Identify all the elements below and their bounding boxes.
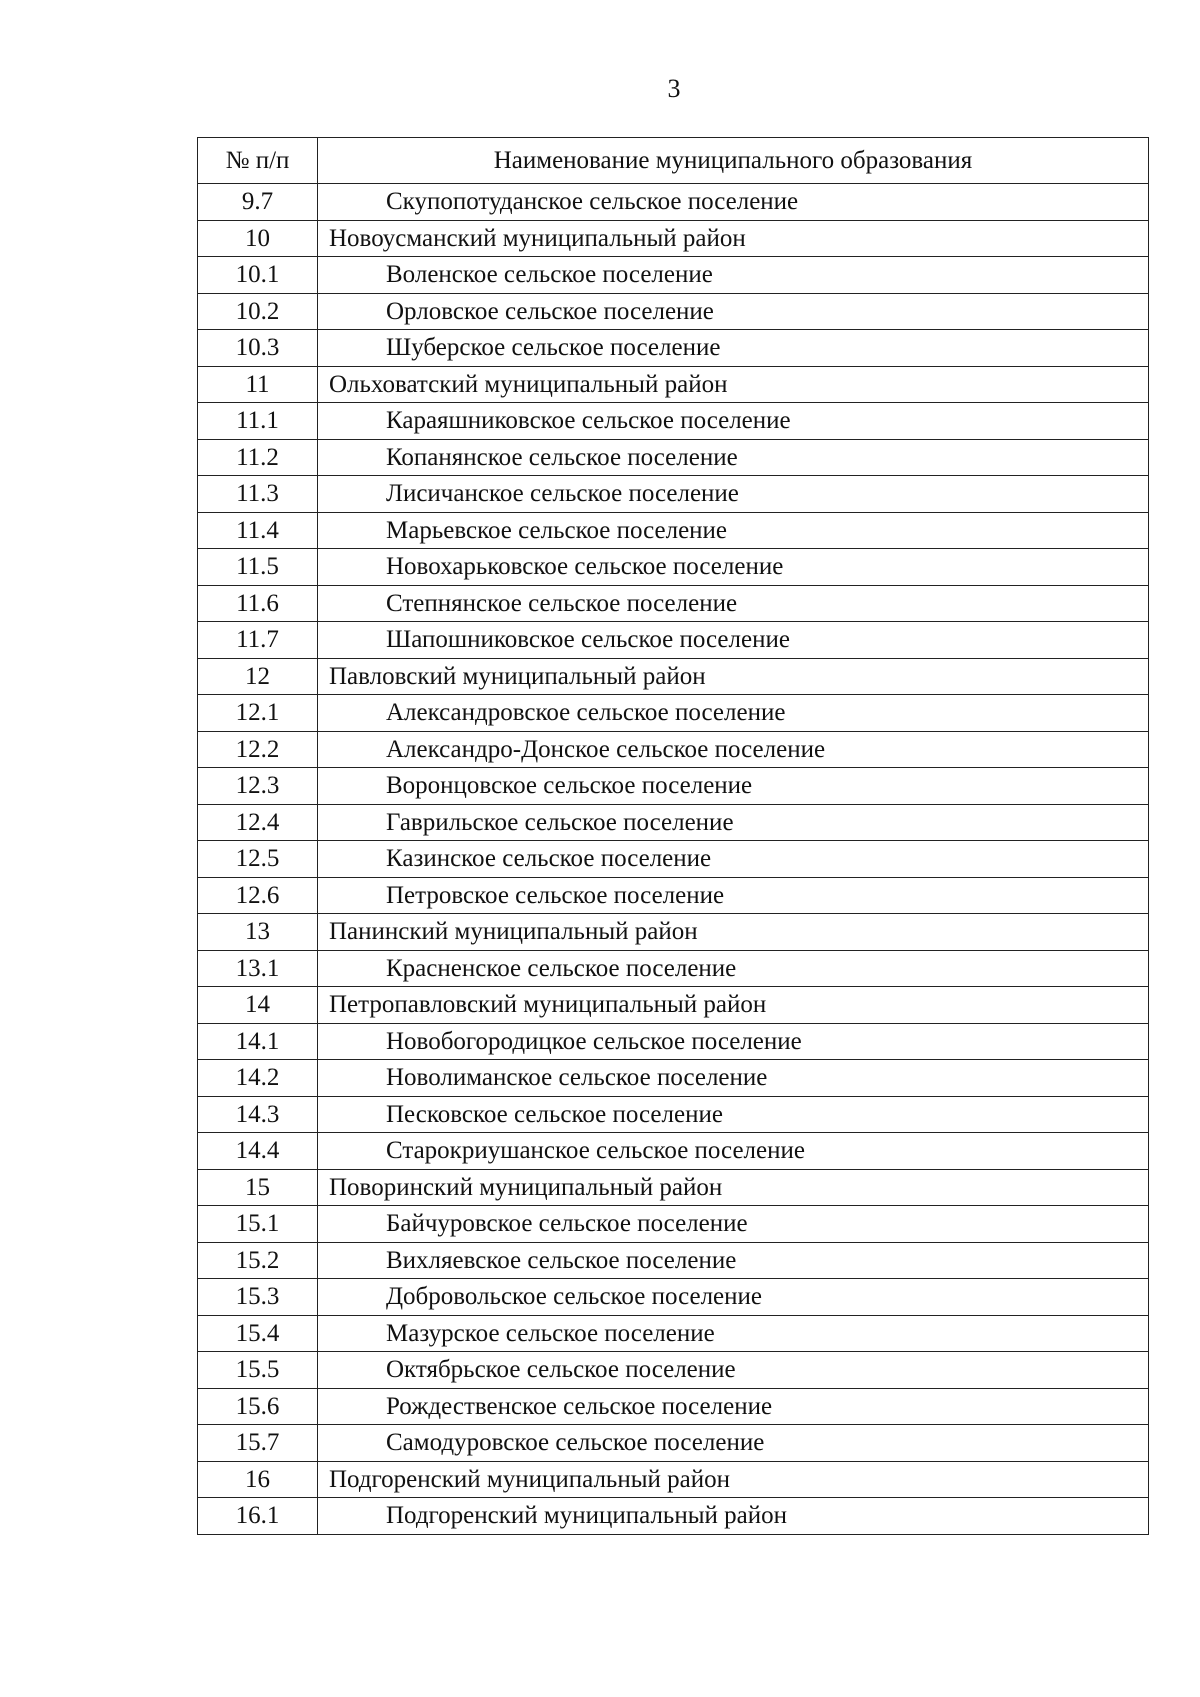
table-row	[198, 987, 1149, 1024]
row-number: 9.7	[198, 184, 318, 221]
row-number: 12.2	[198, 731, 318, 768]
table-row	[198, 585, 1149, 622]
table-row	[198, 1315, 1149, 1352]
row-number: 15.3	[198, 1279, 318, 1316]
table-row	[198, 622, 1149, 659]
row-number: 13.1	[198, 950, 318, 987]
table-row	[198, 1388, 1149, 1425]
row-number: 11.2	[198, 439, 318, 476]
district-name: Новоусманский муниципальный район	[318, 220, 1149, 257]
settlement-name: Вихляевское сельское поселение	[318, 1242, 1149, 1279]
row-number: 14.2	[198, 1060, 318, 1097]
row-number: 12.5	[198, 841, 318, 878]
district-name: Павловский муниципальный район	[318, 658, 1149, 695]
row-number: 16.1	[198, 1498, 318, 1535]
settlement-name: Самодуровское сельское поселение	[318, 1425, 1149, 1462]
settlement-name: Байчуровское сельское поселение	[318, 1206, 1149, 1243]
table-row	[198, 184, 1149, 221]
settlement-name: Скупопотуданское сельское поселение	[318, 184, 1149, 221]
page-number: 3	[667, 74, 681, 103]
table-row	[198, 1206, 1149, 1243]
settlement-name: Новохарьковское сельское поселение	[318, 549, 1149, 586]
settlement-name: Октябрьское сельское поселение	[318, 1352, 1149, 1389]
settlement-name: Воронцовское сельское поселение	[318, 768, 1149, 805]
settlement-name: Новолиманское сельское поселение	[318, 1060, 1149, 1097]
table-row	[198, 841, 1149, 878]
settlement-name: Добровольское сельское поселение	[318, 1279, 1149, 1316]
column-header-number: № п/п	[198, 138, 318, 184]
municipalities-table	[197, 137, 1149, 1535]
table-body	[198, 184, 1149, 1535]
table-row	[198, 1096, 1149, 1133]
row-number: 10.3	[198, 330, 318, 367]
table-row	[198, 330, 1149, 367]
row-number: 15.1	[198, 1206, 318, 1243]
table-row	[198, 804, 1149, 841]
district-name: Поворинский муниципальный район	[318, 1169, 1149, 1206]
table-row	[198, 1023, 1149, 1060]
table-row	[198, 914, 1149, 951]
settlement-name: Лисичанское сельское поселение	[318, 476, 1149, 513]
row-number: 12.1	[198, 695, 318, 732]
row-number: 10.2	[198, 293, 318, 330]
table-row	[198, 950, 1149, 987]
settlement-name: Петровское сельское поселение	[318, 877, 1149, 914]
settlement-name: Александровское сельское поселение	[318, 695, 1149, 732]
settlement-name: Гаврильское сельское поселение	[318, 804, 1149, 841]
settlement-name: Копанянское сельское поселение	[318, 439, 1149, 476]
table-row	[198, 1279, 1149, 1316]
settlement-name: Рождественское сельское поселение	[318, 1388, 1149, 1425]
settlement-name: Старокриушанское сельское поселение	[318, 1133, 1149, 1170]
settlement-name: Мазурское сельское поселение	[318, 1315, 1149, 1352]
table-row	[198, 877, 1149, 914]
table-row	[198, 1169, 1149, 1206]
table-row	[198, 403, 1149, 440]
settlement-name: Новобогородицкое сельское поселение	[318, 1023, 1149, 1060]
row-number: 15.7	[198, 1425, 318, 1462]
row-number: 15.5	[198, 1352, 318, 1389]
table-header-row	[198, 138, 1149, 184]
table-row	[198, 1242, 1149, 1279]
table-row	[198, 512, 1149, 549]
table-row	[198, 1352, 1149, 1389]
table-row	[198, 768, 1149, 805]
settlement-name: Песковское сельское поселение	[318, 1096, 1149, 1133]
row-number: 14.3	[198, 1096, 318, 1133]
row-number: 14.4	[198, 1133, 318, 1170]
row-number: 10.1	[198, 257, 318, 294]
row-number: 13	[198, 914, 318, 951]
row-number: 15.6	[198, 1388, 318, 1425]
table-row	[198, 658, 1149, 695]
settlement-name: Александро-Донское сельское поселение	[318, 731, 1149, 768]
district-name: Подгоренский муниципальный район	[318, 1461, 1149, 1498]
settlement-name: Подгоренский муниципальный район	[318, 1498, 1149, 1535]
settlement-name: Степнянское сельское поселение	[318, 585, 1149, 622]
settlement-name: Орловское сельское поселение	[318, 293, 1149, 330]
column-header-name: Наименование муниципального образования	[318, 138, 1149, 184]
row-number: 15	[198, 1169, 318, 1206]
row-number: 15.2	[198, 1242, 318, 1279]
table-row	[198, 549, 1149, 586]
table-row	[198, 1461, 1149, 1498]
settlement-name: Казинское сельское поселение	[318, 841, 1149, 878]
row-number: 12.3	[198, 768, 318, 805]
table-row	[198, 1425, 1149, 1462]
table-row	[198, 293, 1149, 330]
row-number: 15.4	[198, 1315, 318, 1352]
table-row	[198, 439, 1149, 476]
settlement-name: Шуберское сельское поселение	[318, 330, 1149, 367]
settlement-name: Воленское сельское поселение	[318, 257, 1149, 294]
table-row	[198, 1060, 1149, 1097]
settlement-name: Караяшниковское сельское поселение	[318, 403, 1149, 440]
table-row	[198, 1498, 1149, 1535]
table-row	[198, 257, 1149, 294]
row-number: 12.6	[198, 877, 318, 914]
row-number: 11.3	[198, 476, 318, 513]
table-row	[198, 476, 1149, 513]
row-number: 14	[198, 987, 318, 1024]
row-number: 11.7	[198, 622, 318, 659]
table-row	[198, 366, 1149, 403]
settlement-name: Шапошниковское сельское поселение	[318, 622, 1149, 659]
row-number: 16	[198, 1461, 318, 1498]
table-row	[198, 695, 1149, 732]
row-number: 11.6	[198, 585, 318, 622]
row-number: 11.5	[198, 549, 318, 586]
row-number: 11.4	[198, 512, 318, 549]
district-name: Панинский муниципальный район	[318, 914, 1149, 951]
district-name: Ольховатский муниципальный район	[318, 366, 1149, 403]
district-name: Петропавловский муниципальный район	[318, 987, 1149, 1024]
row-number: 12	[198, 658, 318, 695]
row-number: 12.4	[198, 804, 318, 841]
table-row	[198, 220, 1149, 257]
row-number: 11.1	[198, 403, 318, 440]
row-number: 11	[198, 366, 318, 403]
settlement-name: Красненское сельское поселение	[318, 950, 1149, 987]
table-row	[198, 731, 1149, 768]
row-number: 10	[198, 220, 318, 257]
row-number: 14.1	[198, 1023, 318, 1060]
settlement-name: Марьевское сельское поселение	[318, 512, 1149, 549]
table-row	[198, 1133, 1149, 1170]
